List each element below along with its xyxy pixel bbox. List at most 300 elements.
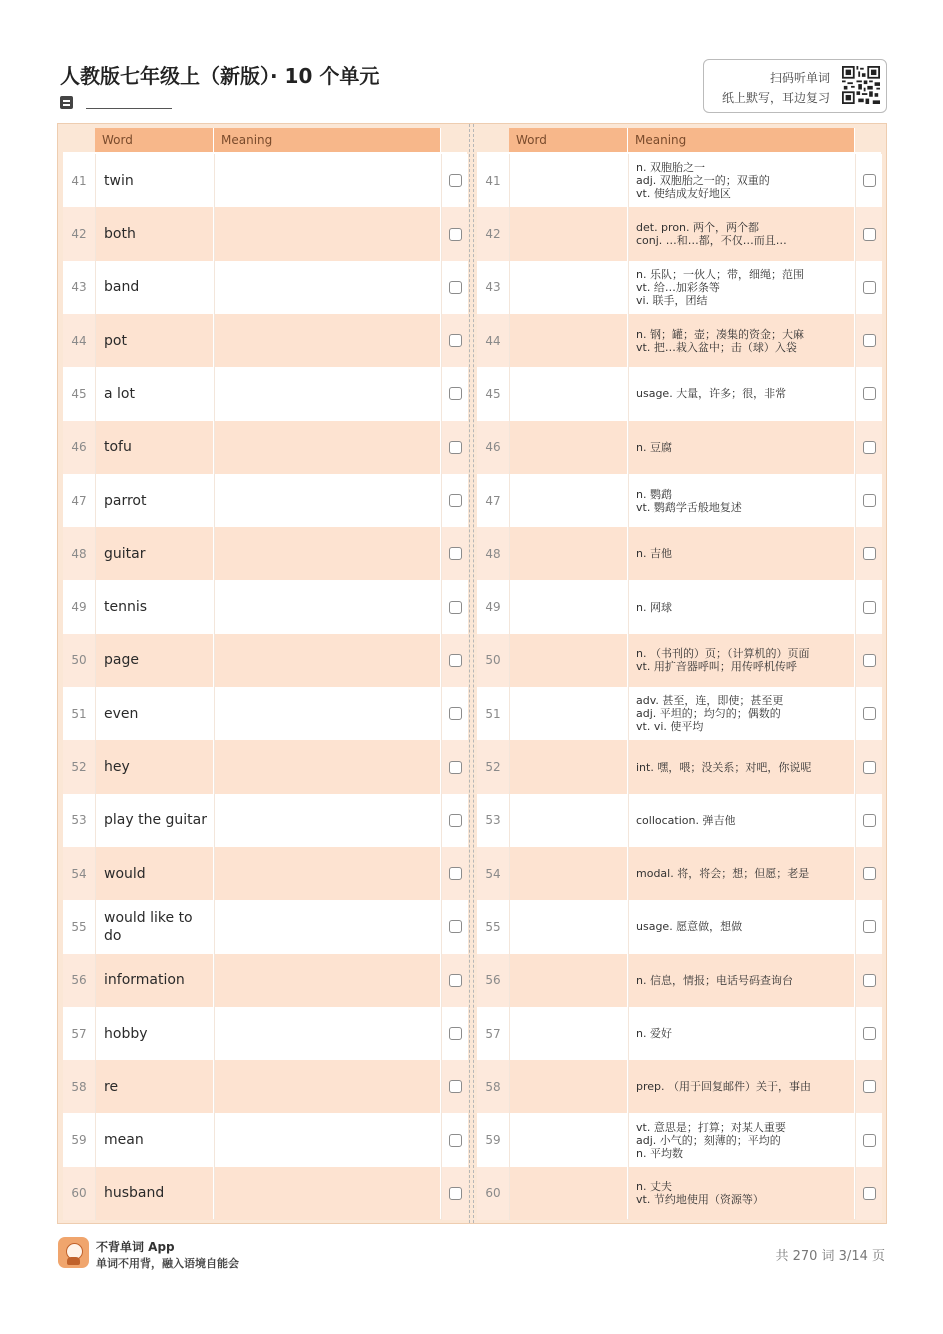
check-cell — [855, 1167, 882, 1221]
meaning-cell[interactable] — [214, 1007, 440, 1061]
checkbox-icon[interactable] — [863, 1080, 876, 1093]
meaning-line: prep. （用于回复邮件）关于，事由 — [636, 1080, 812, 1094]
cut-line — [469, 124, 470, 1223]
meaning-cell[interactable] — [214, 580, 440, 634]
table-row — [477, 1167, 881, 1221]
check-cell — [441, 580, 468, 634]
row-number: 54 — [477, 847, 509, 901]
word-cell: twin — [95, 154, 213, 208]
meaning-cell[interactable] — [214, 314, 440, 368]
word-cell[interactable] — [509, 954, 627, 1008]
meaning-cell[interactable] — [214, 421, 440, 475]
meaning-cell — [628, 421, 854, 475]
table-header — [63, 128, 467, 152]
table-row — [477, 421, 881, 475]
checkbox-icon[interactable] — [449, 761, 462, 774]
meaning-cell — [628, 580, 854, 634]
table-row — [63, 634, 467, 688]
check-cell — [855, 634, 882, 688]
row-number: 45 — [477, 367, 509, 421]
row-number: 60 — [477, 1167, 509, 1221]
check-cell — [855, 1060, 882, 1114]
footer-app-name: 不背单词 App — [96, 1240, 175, 1254]
row-number: 60 — [63, 1167, 95, 1221]
word-cell[interactable] — [509, 421, 627, 475]
name-field — [60, 94, 180, 112]
meaning-cell[interactable] — [214, 474, 440, 528]
row-number: 50 — [63, 634, 95, 688]
table-row — [63, 207, 467, 261]
table-row — [63, 474, 467, 528]
checkbox-icon[interactable] — [863, 654, 876, 667]
check-cell — [441, 687, 468, 741]
page-title: 人教版七年级上（新版）· 10 个单元 — [60, 64, 380, 88]
meaning-line: adj. 双胞胎之一的；双重的 — [636, 174, 770, 188]
meaning-line: vt. 节约地使用（资源等） — [636, 1193, 764, 1207]
meaning-cell[interactable] — [214, 954, 440, 1008]
meaning-line: n. 豆腐 — [636, 440, 672, 454]
app-logo-icon — [58, 1237, 89, 1268]
meaning-cell — [628, 154, 854, 208]
row-number: 41 — [477, 154, 509, 208]
row-number: 56 — [477, 954, 509, 1008]
meaning-line: collocation. 弹吉他 — [636, 813, 736, 827]
checkbox-icon[interactable] — [449, 814, 462, 827]
meaning-line: usage. 愿意做，想做 — [636, 920, 743, 934]
table-header — [477, 128, 881, 152]
meaning-cell — [628, 900, 854, 954]
word-cell: would — [95, 847, 213, 901]
row-number: 58 — [63, 1060, 95, 1114]
check-cell — [441, 474, 468, 528]
checkbox-icon[interactable] — [449, 174, 462, 187]
logo-body — [67, 1257, 80, 1265]
checkbox-icon[interactable] — [863, 920, 876, 933]
word-sheet — [57, 123, 887, 1224]
table-row — [63, 1060, 467, 1114]
check-cell — [855, 687, 882, 741]
row-number: 49 — [63, 580, 95, 634]
table-row — [63, 1113, 467, 1167]
meaning-cell — [628, 740, 854, 794]
word-cell: would like to do — [95, 900, 213, 954]
meaning-cell[interactable] — [214, 154, 440, 208]
word-cell[interactable] — [509, 261, 627, 315]
check-cell — [441, 1167, 468, 1221]
check-cell — [855, 900, 882, 954]
header-word: Word — [95, 128, 213, 152]
checkbox-icon[interactable] — [863, 1027, 876, 1040]
header-number — [477, 128, 509, 152]
meaning-line: adv. 甚至，连，即使；甚至更 — [636, 694, 784, 708]
table-row — [477, 794, 881, 848]
meaning-cell[interactable] — [214, 634, 440, 688]
check-cell — [855, 740, 882, 794]
table-row — [477, 207, 881, 261]
row-number: 46 — [63, 421, 95, 475]
header-check — [855, 128, 881, 152]
meaning-line: vt. 给…加彩条等 — [636, 280, 720, 294]
checkbox-icon[interactable] — [863, 334, 876, 347]
checkbox-icon[interactable] — [863, 1187, 876, 1200]
word-cell: play the guitar — [95, 794, 213, 848]
check-cell — [441, 1060, 468, 1114]
table-row — [63, 794, 467, 848]
table-row — [477, 1007, 881, 1061]
check-cell — [855, 261, 882, 315]
checkbox-icon[interactable] — [449, 920, 462, 933]
checkbox-icon[interactable] — [863, 441, 876, 454]
checkbox-icon[interactable] — [449, 654, 462, 667]
check-cell — [441, 794, 468, 848]
row-number: 50 — [477, 634, 509, 688]
checkbox-icon[interactable] — [863, 547, 876, 560]
cut-line — [473, 124, 474, 1223]
check-cell — [441, 207, 468, 261]
word-cell: hey — [95, 740, 213, 794]
table-row — [63, 367, 467, 421]
table-row — [63, 580, 467, 634]
checkbox-icon[interactable] — [863, 867, 876, 880]
checkbox-icon[interactable] — [449, 1187, 462, 1200]
checkbox-icon[interactable] — [449, 281, 462, 294]
row-number: 52 — [477, 740, 509, 794]
meaning-cell[interactable] — [214, 900, 440, 954]
word-cell[interactable] — [509, 1060, 627, 1114]
meaning-line: adj. 平坦的；均匀的；偶数的 — [636, 707, 781, 721]
checkbox-icon[interactable] — [863, 814, 876, 827]
word-cell: page — [95, 634, 213, 688]
meaning-line: vt. 使结成友好地区 — [636, 187, 731, 201]
meaning-line: vi. 联手，团结 — [636, 293, 708, 307]
table-row — [477, 954, 881, 1008]
row-number: 53 — [477, 794, 509, 848]
table-row — [477, 154, 881, 208]
meaning-line: adj. 小气的；刻薄的；平均的 — [636, 1133, 781, 1147]
checkbox-icon[interactable] — [863, 761, 876, 774]
footer-slogan: 单词不用背，融入语境自能会 — [96, 1257, 239, 1270]
meaning-line: det. pron. 两个，两个都 — [636, 221, 760, 235]
meaning-cell — [628, 954, 854, 1008]
check-cell — [855, 154, 882, 208]
word-cell[interactable] — [509, 794, 627, 848]
meaning-line: n. 钢；罐；壶；凑集的资金；大麻 — [636, 327, 804, 341]
table-row — [63, 314, 467, 368]
table-row — [63, 261, 467, 315]
qr-caption-line1: 扫码听单词 — [769, 71, 830, 85]
check-cell — [855, 207, 882, 261]
meaning-cell[interactable] — [214, 527, 440, 581]
check-cell — [441, 421, 468, 475]
meaning-cell[interactable] — [214, 1167, 440, 1221]
meaning-cell[interactable] — [214, 847, 440, 901]
row-number: 58 — [477, 1060, 509, 1114]
row-number: 59 — [63, 1113, 95, 1167]
meaning-line: vt. vi. 使平均 — [636, 720, 704, 734]
checkbox-icon[interactable] — [449, 441, 462, 454]
meaning-line: n. 鹦鹉 — [636, 487, 672, 501]
check-cell — [855, 954, 882, 1008]
table-row — [477, 367, 881, 421]
name-icon — [60, 96, 73, 109]
check-cell — [441, 527, 468, 581]
check-cell — [441, 634, 468, 688]
row-number: 55 — [477, 900, 509, 954]
word-cell: guitar — [95, 527, 213, 581]
checkbox-icon[interactable] — [449, 867, 462, 880]
check-cell — [855, 580, 882, 634]
header-word: Word — [509, 128, 627, 152]
row-number: 52 — [63, 740, 95, 794]
check-cell — [855, 527, 882, 581]
meaning-line: n. 乐队；一伙人；带，细绳；范围 — [636, 267, 804, 281]
checkbox-icon[interactable] — [449, 387, 462, 400]
meaning-cell — [628, 847, 854, 901]
qr-caption-line2: 纸上默写，耳边复习 — [721, 91, 830, 105]
row-number: 49 — [477, 580, 509, 634]
meaning-cell[interactable] — [214, 740, 440, 794]
check-cell — [855, 1007, 882, 1061]
meaning-cell[interactable] — [214, 794, 440, 848]
meaning-line: vt. 用扩音器呼叫；用传呼机传呼 — [636, 660, 797, 674]
table-row — [63, 154, 467, 208]
check-cell — [441, 847, 468, 901]
table-row — [63, 740, 467, 794]
meaning-cell[interactable] — [214, 207, 440, 261]
check-cell — [855, 367, 882, 421]
word-cell[interactable] — [509, 527, 627, 581]
name-blank-line — [86, 108, 172, 109]
row-number: 42 — [477, 207, 509, 261]
meaning-line: vt. 把…栽入盆中；击（球）入袋 — [636, 340, 797, 354]
check-cell — [441, 1007, 468, 1061]
word-cell[interactable] — [509, 207, 627, 261]
meaning-line: vt. 鹦鹉学舌般地复述 — [636, 500, 742, 514]
qr-code-icon[interactable] — [842, 66, 880, 104]
meaning-cell — [628, 261, 854, 315]
meaning-line: n. 双胞胎之一 — [636, 161, 705, 175]
word-cell[interactable] — [509, 580, 627, 634]
word-cell: hobby — [95, 1007, 213, 1061]
table-row — [63, 900, 467, 954]
checkbox-icon[interactable] — [863, 1134, 876, 1147]
row-number: 57 — [63, 1007, 95, 1061]
meaning-cell — [628, 794, 854, 848]
checkbox-icon[interactable] — [863, 601, 876, 614]
meaning-cell — [628, 1167, 854, 1221]
word-cell[interactable] — [509, 687, 627, 741]
table-row — [63, 954, 467, 1008]
word-cell: husband — [95, 1167, 213, 1221]
table-row — [63, 527, 467, 581]
meaning-cell — [628, 367, 854, 421]
check-cell — [441, 367, 468, 421]
meaning-cell[interactable] — [214, 1060, 440, 1114]
check-cell — [441, 900, 468, 954]
checkbox-icon[interactable] — [863, 387, 876, 400]
meaning-cell[interactable] — [214, 261, 440, 315]
checkbox-icon[interactable] — [863, 174, 876, 187]
meaning-cell — [628, 634, 854, 688]
check-cell — [855, 314, 882, 368]
meaning-cell[interactable] — [214, 367, 440, 421]
table-row — [477, 687, 881, 741]
table-row — [63, 847, 467, 901]
table-row — [477, 314, 881, 368]
row-number: 47 — [477, 474, 509, 528]
word-cell[interactable] — [509, 740, 627, 794]
word-table-left — [63, 128, 467, 1219]
meaning-line: n. 平均数 — [636, 1146, 683, 1160]
table-row — [477, 900, 881, 954]
row-number: 41 — [63, 154, 95, 208]
meaning-line: usage. 大量，许多；很，非常 — [636, 387, 787, 401]
check-cell — [855, 794, 882, 848]
meaning-line: n. 爱好 — [636, 1027, 672, 1041]
row-number: 51 — [477, 687, 509, 741]
meaning-line: n. 吉他 — [636, 547, 672, 561]
header-check — [441, 128, 467, 152]
meaning-line: n. 丈夫 — [636, 1180, 672, 1194]
word-cell: a lot — [95, 367, 213, 421]
row-number: 42 — [63, 207, 95, 261]
word-cell[interactable] — [509, 634, 627, 688]
meaning-cell — [628, 1060, 854, 1114]
table-row — [477, 474, 881, 528]
checkbox-icon[interactable] — [863, 228, 876, 241]
meaning-cell — [628, 687, 854, 741]
page-info: 共 270 词 3/14 页 — [775, 1249, 885, 1264]
row-number: 47 — [63, 474, 95, 528]
row-number: 55 — [63, 900, 95, 954]
word-cell[interactable] — [509, 1113, 627, 1167]
table-row — [477, 527, 881, 581]
row-number: 44 — [63, 314, 95, 368]
table-row — [477, 1113, 881, 1167]
row-number: 51 — [63, 687, 95, 741]
checkbox-icon[interactable] — [449, 494, 462, 507]
row-number: 44 — [477, 314, 509, 368]
word-cell: both — [95, 207, 213, 261]
check-cell — [855, 421, 882, 475]
table-row — [477, 1060, 881, 1114]
table-row — [477, 634, 881, 688]
row-number: 45 — [63, 367, 95, 421]
checkbox-icon[interactable] — [449, 1027, 462, 1040]
word-cell[interactable] — [509, 1167, 627, 1221]
meaning-line: conj. …和…都，不仅…而且… — [636, 234, 787, 248]
word-cell: tofu — [95, 421, 213, 475]
header-number — [63, 128, 95, 152]
meaning-cell — [628, 474, 854, 528]
word-cell[interactable] — [509, 900, 627, 954]
checkbox-icon[interactable] — [449, 228, 462, 241]
meaning-cell[interactable] — [214, 687, 440, 741]
row-number: 57 — [477, 1007, 509, 1061]
table-row — [63, 687, 467, 741]
checkbox-icon[interactable] — [863, 707, 876, 720]
header-meaning: Meaning — [214, 128, 440, 152]
meaning-line: modal. 将，将会；想；但愿；老是 — [636, 867, 810, 881]
checkbox-icon[interactable] — [863, 494, 876, 507]
check-cell — [855, 474, 882, 528]
row-number: 48 — [477, 527, 509, 581]
word-cell[interactable] — [509, 847, 627, 901]
table-row — [63, 1007, 467, 1061]
check-cell — [441, 740, 468, 794]
table-row — [477, 261, 881, 315]
check-cell — [441, 1113, 468, 1167]
table-row — [63, 1167, 467, 1221]
row-number: 54 — [63, 847, 95, 901]
word-table-right — [477, 128, 881, 1219]
word-cell: even — [95, 687, 213, 741]
table-row — [477, 580, 881, 634]
word-cell: pot — [95, 314, 213, 368]
word-cell[interactable] — [509, 367, 627, 421]
meaning-line: n. （书刊的）页；（计算机的）页面 — [636, 647, 810, 661]
checkbox-icon[interactable] — [863, 281, 876, 294]
meaning-line: n. 网球 — [636, 600, 672, 614]
check-cell — [855, 1113, 882, 1167]
meaning-cell — [628, 1113, 854, 1167]
word-cell: band — [95, 261, 213, 315]
check-cell — [441, 154, 468, 208]
checkbox-icon[interactable] — [449, 1080, 462, 1093]
meaning-cell — [628, 1007, 854, 1061]
check-cell — [441, 261, 468, 315]
word-cell[interactable] — [509, 474, 627, 528]
row-number: 59 — [477, 1113, 509, 1167]
word-cell[interactable] — [509, 314, 627, 368]
checkbox-icon[interactable] — [449, 1134, 462, 1147]
checkbox-icon[interactable] — [449, 974, 462, 987]
table-row — [477, 847, 881, 901]
row-number: 43 — [63, 261, 95, 315]
meaning-cell — [628, 314, 854, 368]
meaning-cell[interactable] — [214, 1113, 440, 1167]
table-row — [477, 740, 881, 794]
word-cell[interactable] — [509, 154, 627, 208]
table-row — [63, 421, 467, 475]
meaning-cell — [628, 207, 854, 261]
header-meaning: Meaning — [628, 128, 854, 152]
word-cell: tennis — [95, 580, 213, 634]
meaning-line: vt. 意思是；打算；对某人重要 — [636, 1120, 786, 1134]
check-cell — [441, 954, 468, 1008]
word-cell: mean — [95, 1113, 213, 1167]
checkbox-icon[interactable] — [449, 707, 462, 720]
checkbox-icon[interactable] — [449, 601, 462, 614]
word-cell: re — [95, 1060, 213, 1114]
word-cell: parrot — [95, 474, 213, 528]
word-cell: information — [95, 954, 213, 1008]
check-cell — [855, 847, 882, 901]
row-number: 48 — [63, 527, 95, 581]
row-number: 56 — [63, 954, 95, 1008]
row-number: 43 — [477, 261, 509, 315]
word-cell[interactable] — [509, 1007, 627, 1061]
qr-panel[interactable] — [703, 59, 887, 113]
row-number: 46 — [477, 421, 509, 475]
row-number: 53 — [63, 794, 95, 848]
meaning-cell — [628, 527, 854, 581]
checkbox-icon[interactable] — [449, 334, 462, 347]
meaning-line: n. 信息，情报；电话号码查询台 — [636, 973, 793, 987]
check-cell — [441, 314, 468, 368]
checkbox-icon[interactable] — [863, 974, 876, 987]
checkbox-icon[interactable] — [449, 547, 462, 560]
